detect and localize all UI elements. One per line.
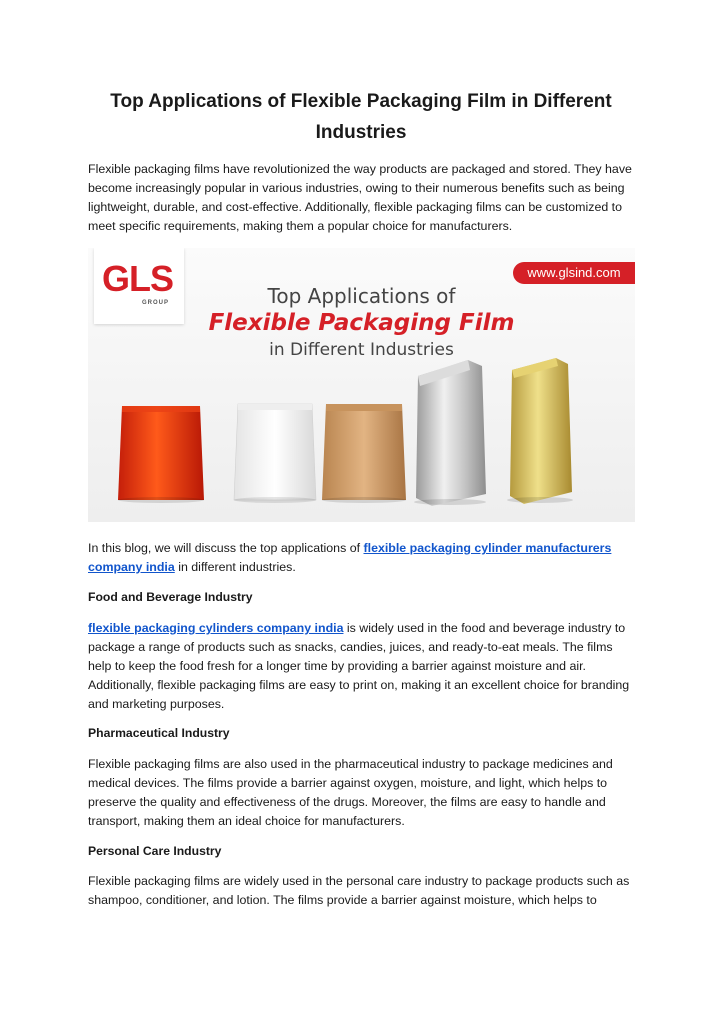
logo-text: GLS	[102, 258, 174, 299]
section-body-food	[88, 619, 636, 714]
page-title: Top Applications of Flexible Packaging Film in Different Industries	[110, 91, 612, 143]
cylinders-company-link[interactable]: flexible packaging cylinders company india	[88, 621, 344, 635]
section-body-personal-care: Flexible packaging films are widely used in the personal care industry to package products such as shampoo, conditioner, and lotion. The films provide a barrier against moisture, which helps to	[88, 874, 630, 907]
section-body-pharma: Flexible packaging films are also used in the pharmaceutical industry to package medicines and medical devices. The films provide a barrier against oxygen, moisture, and light, which helps to preserve the quality and effectiveness of the drugs. Moreover, the films are easy to handle and transport, making them an ideal choice for manufacturers.	[88, 757, 613, 828]
pouch-illustrations	[88, 248, 635, 522]
gold-bag	[507, 358, 573, 504]
section-heading-personal-care: Personal Care Industry	[88, 844, 222, 858]
banner-line-1: Top Applications of	[267, 284, 456, 308]
section-body-food-text: is widely used in the food and beverage industry to package a range of products such as snacks, candies, juices, and ready-to-eat meals. The films help to keep the food fresh for a longer time by providing a barrier against moisture and air. Additionally, flexible packaging films are easy to print on, making it an excellent choice for branding and marketing purposes.	[88, 621, 630, 711]
logo-subtext: GROUP	[142, 300, 170, 306]
white-pouch	[234, 404, 316, 503]
manufacturers-link[interactable]: flexible packaging cylinder manufacturers company india	[88, 541, 612, 574]
blog-intro-text: In this blog, we will discuss the top applications of	[88, 541, 364, 555]
silver-bag	[414, 360, 486, 506]
website-badge: www.glsind.com	[513, 262, 635, 284]
section-heading-food: Food and Beverage Industry	[88, 590, 253, 604]
section-heading-pharma: Pharmaceutical Industry	[88, 726, 230, 740]
blog-intro-text-after: in different industries.	[174, 560, 296, 574]
kraft-pouch	[322, 404, 406, 503]
intro-paragraph: Flexible packaging films have revolutionized the way products are packaged and stored. They have become increasingly popular in various industries, owing to their numerous benefits such as being lightweight, durable, and cost-effective. Additionally, flexible packaging films can be customized to meet specific requirements, making them a popular choice for manufacturers.	[88, 162, 632, 233]
blog-intro-paragraph	[88, 539, 636, 577]
banner-line-2: Flexible Packaging Film	[208, 310, 515, 336]
banner-line-3: in Different Industries	[269, 340, 454, 360]
banner-image	[88, 248, 635, 522]
red-pouch	[118, 406, 204, 503]
